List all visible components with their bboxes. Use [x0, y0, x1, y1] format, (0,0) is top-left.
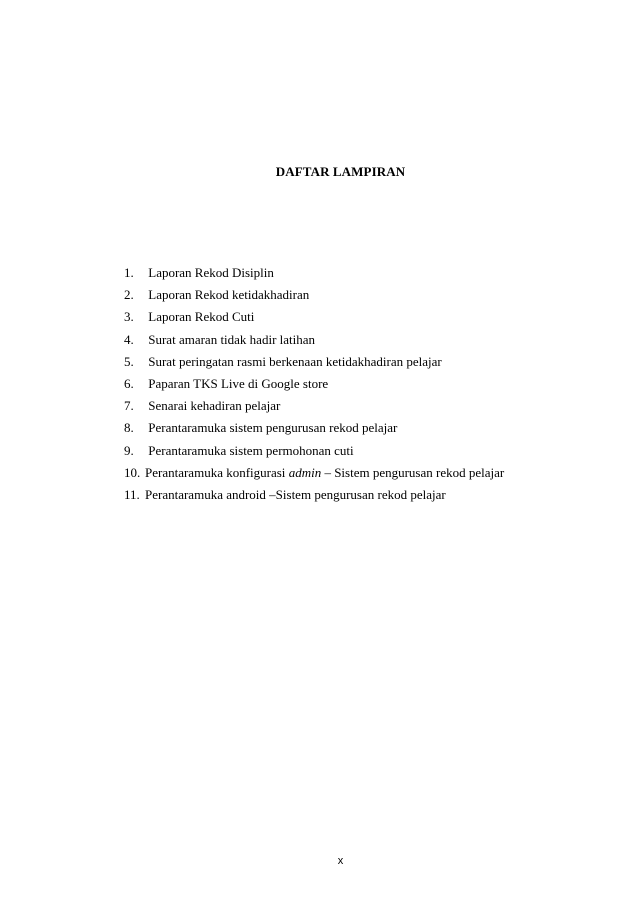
item-number: 8.	[124, 420, 134, 436]
appendix-list	[124, 262, 584, 506]
item-text: Perantaramuka sistem permohonan cuti	[148, 442, 354, 458]
item-text: Laporan Rekod Disiplin	[148, 265, 274, 280]
list-item	[124, 351, 584, 373]
item-text-after: – Sistem pengurusan rekod pelajar	[324, 464, 505, 480]
item-number: 11.	[124, 487, 140, 503]
list-item	[124, 284, 584, 306]
list-item	[124, 440, 584, 462]
item-text: Paparan TKS Live di Google store	[148, 376, 329, 392]
list-item	[124, 417, 584, 439]
item-text: Perantaramuka sistem pengurusan rekod pelajar	[148, 420, 398, 436]
item-number: 6.	[124, 376, 134, 392]
item-number: 10.	[124, 464, 141, 480]
list-item	[124, 395, 584, 417]
item-number: 9.	[124, 442, 134, 458]
item-number: 7.	[124, 398, 134, 414]
item-text-italic: admin	[288, 464, 322, 480]
page-title: DAFTAR LAMPIRAN	[275, 164, 406, 179]
list-item	[124, 306, 584, 328]
item-number: 3.	[124, 309, 134, 325]
item-number: 4.	[124, 331, 134, 347]
item-number: 2.	[124, 287, 134, 303]
item-text: Perantaramuka android –Sistem pengurusan rekod pelajar	[145, 487, 446, 503]
list-item	[124, 373, 584, 395]
list-item	[124, 462, 584, 484]
list-item	[124, 329, 584, 351]
item-text: Laporan Rekod Cuti	[148, 309, 255, 325]
item-text: Surat amaran tidak hadir latihan	[148, 331, 316, 347]
item-text: Surat peringatan rasmi berkenaan ketidakhadiran pelajar	[148, 353, 442, 369]
list-item	[124, 484, 584, 506]
item-text: Senarai kehadiran pelajar	[148, 398, 281, 414]
list-item	[124, 262, 584, 284]
item-text-before: Perantaramuka konfigurasi	[145, 464, 286, 480]
item-number: 1.	[124, 265, 134, 280]
item-text: Laporan Rekod ketidakhadiran	[148, 287, 310, 303]
item-number: 5.	[124, 353, 134, 369]
page-number: x	[337, 855, 344, 867]
